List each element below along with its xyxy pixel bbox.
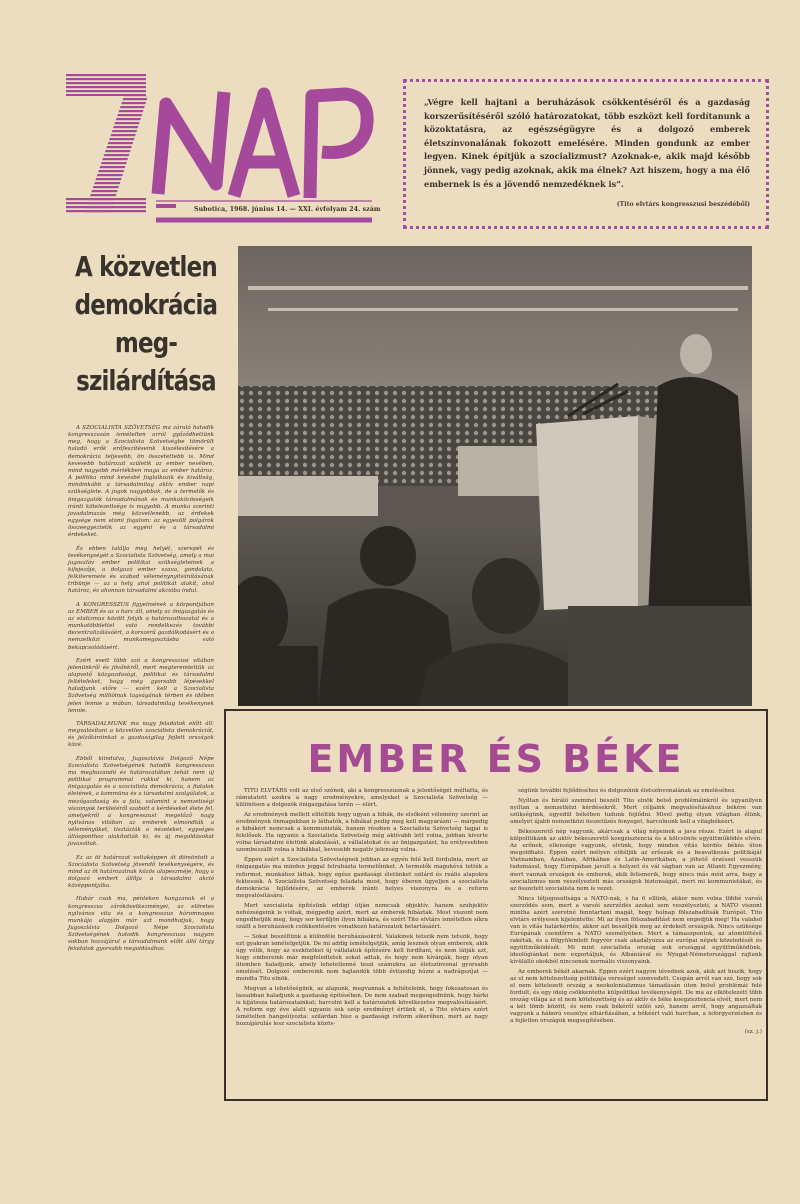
feature-paragraph: Nyíltan és bíráló szemmel beszélt Tito elnök belső problémáinkról és ugyanilyen nyíltan a nemzetközi kérdésekről. Mert céljaink megvalósításához békére van szükségünk, egyedül békében tudunk fejlődni. Mivel pedig olyan világban élünk, amelyet újabb nemzetközi összetűzés fenyeget, harcolnunk kell a világbékéért. xyxy=(510,798,762,826)
left-article xyxy=(68,425,214,960)
feature-signature: (sz. j.) xyxy=(744,1028,762,1035)
feature-paragraph: Nincs létjogosultsága a NATO-nak, s ha 6 ellünk, akkor nem volna többé varsói szerződés sem, mert a varsói szerződés azokat sem veszélyezteti, a NATO viszont mintha azért szeretné fenntartani magát, hogy holnap fölszabadítsák Európát. Tito elvtárs erélyesen kijelentette: Mi az ilyen fölszabadítást nem engedjük meg! Ha valahol van is vitás határkérdés, akkor azt beszéljék meg az érdekelt országok. Nincs szüksége Európának csendőrre a NATO személyében. Mert a támaszpontok, az atomtöltésű rakéták, és a fölgyülemlett fegyver csak akadályozza az európai népek közeledését és együttműködését. Mi mint szocialista ország sok országgal együttműködünk, ideológiánkat nem exportáljuk, és Albániával és Nyugat-Németországgal rajtunk kívülálló okokból nincsenek normális viszonyaink. xyxy=(510,895,762,966)
logo-seven xyxy=(66,74,148,214)
logo-letter-n xyxy=(158,92,224,194)
article-paragraph: TÁRSADALMUNK ma nagy feladatok előtt áll: megvalósítani a közvetlen szocialista demokráciát, és jelzőtáróinkat a gazdaságilag fejlett országok közé. xyxy=(68,720,214,749)
headline-line: A közvetlen xyxy=(75,250,217,283)
quote-box xyxy=(403,79,769,229)
feature-paragraph: — Sokat beszéltünk a különféle beruházásokról. Valakinek tetszik nem tetszik, hogy ezt gyakran ismételgetjük. De mi addig ismételgetjük, amíg lesznek olyan emberek, akik úgy vélik, hogy az eszközöket új vállalatok építésére kell fordítani, és nem látják azt, hogy embereink már megfeledtetek sokat adtak, és hogy nem kívánják, hogy olyan ütemben haladjunk, amely lehetetlenné teszi számukra az életszínvonal gyorsabb emelését. Dolgozó embereink nem hajlandók több évtizedig húzni a nadrágszíjat — mondta Tito elnök. xyxy=(236,933,488,983)
feature-box xyxy=(224,709,768,1101)
issue-line: Subotica, 1968. június 14. — XXI. évfolyam 24. szám xyxy=(194,206,381,213)
feature-paragraph: Az emberek békét akarnak. Éppen ezért nagyon tévednek azok, akik azt hiszik, hogy az el nem kötelezettség politikája vereséget szenvedett. Csupán arról van szó, hogy sok el nem kötelezett ország a neokolonializmus támadásán úton belső problémái felé fordult, és egy ideig csökkentette külpolitikai tevékenységét. De ma az elkötelezett több ország világa az el nem kötelezettség és az aktív és béke koegzisztencia elvét, mert nem a két tömb között, és nem csak békéről szóló szó, hanem arról, hogy angazsáltak vagyunk a háború veszélye elhárításában, a békéért való harcban, a leforgyerzésben és a fejletlen országok megsegítésében. xyxy=(510,969,762,1025)
headline-line: meg- xyxy=(114,326,178,359)
masthead xyxy=(66,74,386,224)
headline xyxy=(66,248,226,400)
article-paragraph: Ebből kiindulva, Jugoszlávia Dolgozó Népe Szocialista Szövetségének hatodik kongresszusa ma meghozandó és határozatában tehát nem új politikai programmal rukkol ki, hanem az önigazgatás és a szocialista demokrácia, a fiatalok életének, a kommüna és a társadalmi szolgálatok, a mezőgazdaság és a falu, valamint a nemzetiségi viszonyok területéről szabott a kérdéseket élete fel, amelyekről a kongresszust megelőző nagy nyilvános vitában az emberek elmondták a véleményüket, tisztázták a nézeteket, egységes állásponthoz alakították ki, és új megoldásokat javasoltak. xyxy=(68,755,214,848)
feature-paragraph: Békeszerető nép vagyunk, akárcsak a világ népeinek a java része. Ezért is alapul külpolitikánk az aktív békeszerető koegzisztencia és a kölcsönös együttműködés elvén. Az erőnek, ellensége vagyunk, elvünk, hogy minden vitás kérdés békés úton megoldható. Éppen ezért mélyen elítéljük az erőszak és a beavatkozás politikáját Vietnamban, Ázsiában, Afrikában és Latin-Amerikában, a jöhető érzéssel vesszük tudomásul, hogy Európában javult a helyzet és vál ságban van az Atlanti Egyezmény, mert vannak országok és emberek, akik felismerik, hogy nincs más mód arra, hogy a szocializmus nem veszélyezteti más országok biztonságát, mert mi kommunistákat, és az összetett szocialista nem is vezet. xyxy=(510,829,762,892)
headline-line: demokrácia xyxy=(74,288,218,321)
masthead-logo xyxy=(66,74,386,224)
feature-paragraph: ségünk további fejlődéséhez és dolgozóink életszínvonalának az emeléséhez. xyxy=(518,788,736,794)
logo-letter-a xyxy=(234,94,294,196)
feature-paragraph: Éppen ezért a Szocialista Szövetségnek jobban az egyén felé kell fordulnia, mert az önigazgatás ma minden joggal felruházta termelőinket. A termelők magukévá tették a reformot, munkához láttak, hogy egész gazdasági életünket szilárd és reális alapokra fektessék. A Szocialista Szövetség feladata most, hogy éberen ügyeljen a szocialista demokrácia fejlődésére, az emberek iránti helyes viszonyra és a reform megvalósítására. xyxy=(236,857,488,899)
feature-title: EMBER ÉS BÉKE xyxy=(307,737,685,781)
headline-line: szilárdítása xyxy=(76,364,216,397)
article-paragraph: Ezért esett több szó a kongresszusi vitában jelenünkről és jövőnkről, mert megteremtettük az alapvető közgazdasági, politikai és társadalmi feltételeket, hogy még gyorsabb lépésekkel haladjunk előre — ezért kell a Szocialista Szövetség millióinak tagságának térben és időben jelen lennie a mában, társadalmilag tevékenynek lennie. xyxy=(68,657,214,714)
quote-attribution: (Tito elvtárs kongresszusi beszédéből) xyxy=(616,201,750,209)
feature-paragraph: TITO ELVTÁRS volt az első szónok, aki a kongresszusnak a jelentőségét méltatta, és rámutatott azokra a nagy eredményekre, amelyeket a Szocialista Szövetség — különösen a dolgozók önigazgatása terén — elért. xyxy=(236,788,488,809)
feature-paragraph: Az eredmények mellett elítéltük hogy ugyan a hibák, de elsőként vélemény szerint az eredmények önmagukban is láthatók, a hibákat pedig meg kell magyarázni — márpedig a hibákért nemcsak a kommunisták, hanem részben a Szocialista Szövetség tagjai is felelősek. Ha ugyanis a Szocialista Szövetség még aktívabb lett volna, jobban kiverte volna társadalmi életünk alakulását, a vállalatokat és az önigazgatást, ha erélyesebben szembeszállt volna a hibákkal, kevesebb negatív jelenség volna. xyxy=(236,812,488,854)
quote-text: „Végre kell hajtani a beruházások csökkentéséről és a gazdaság korszerűsítéséről szóló határozatokat, több eszközt kell fordítanunk a közoktatásra, az egészségügyre és a dolgozó emberek életszínvonalának fokozott emelésére. Minden gondunk az ember legyen. Kinek építjük a szocializmust? Azoknak-e, akik majd később jönnek, vagy pedig azoknak, akik ma élnek? Azt hiszem, hogy a ma élő embernek is és a jövendő nemzedéknek is”. xyxy=(424,97,750,189)
feature-paragraph: Megvan a lehetőségünk, az alapunk, megvannak a feltételeink, hogy fokozatosan és lassabban haladjunk a gazdaság építésében. De nem szabad megengednünk, hogy bárki is kijátssza határozatainkat; barcolni kell a határozatok következetes megvalósításáért. A reform egy éve alatt ugyanis sok szép eredményt értünk el, a Tito elvtárs ezért ismételten hangsúlyozta: szilárdan hisz a gazdasági reform sikerében, mert az nagy hozzájárulás lesz szocialista közös- xyxy=(236,986,488,1028)
feature-column-2 xyxy=(510,788,762,1039)
article-paragraph: A KONGRESSZUS figyelmének a központjában az EMBER és az a harc áll, amely az önigazgatás és az etatizmus között folyik a határozathozatal és a munkatöbblettel való rendelkezés további decentralizálásáért, a korszerű gazdálkodásért és a nemzetközi munkamegosztásba való bekapcsolódásért. xyxy=(68,601,214,651)
article-paragraph: És ebben találja meg helyét, szerepét és tevékenységét a Szocialista Szövetség, amely a mai jugoszláv ember politikai szükségleteinek a kifejezője, a dolgozó ember szava, gondolata, felkiteremete és szabad véleménynyilvánításának tribünje — az a hely, ahol politikát alakít, ahol határoz, és ahonnan társadalmi akcióba indul. xyxy=(68,545,214,595)
feature-paragraph: Mert szocialista építésünk eddigi útján nemcsak objektív, hanem szubjektív nehézségeink is voltak, mégpedig azért, mert az emberek hibáztak. Most viszont nem engedhetjük meg, hogy sor kerüljön ilyen hibákra, és ezért Tito elvtárs ismételten síkra szállt a beruházások csökkentésére vonatkozó határozatok betartásáért. xyxy=(236,902,488,930)
feature-column-1 xyxy=(236,788,488,1032)
article-paragraph: Habár csak ma, pénteken hangzanak el a kongresszus zárókövetkezményei, az elöretes nyilvános vita és a kongresszus háromnapos munkája alapján már azt mondhatjuk, hogy Jugoszlávia Dolgozó Népe Szocialista Szövetségének hatodik kongresszusa nagyon sokban hozzájárul a társadalmunk előtt álló tárgy feladatok gyorsabb megoldásához. xyxy=(68,896,214,953)
article-paragraph: A SZOCIALISTA SZÖVETSÉG ma záruló hatodik kongresszusán ismételten arról győződhettünk meg, hogy a Szocialista Szövetségbe tömörült haladó erők erőfeszítéseink kiszélesítésére a demokrácia teljesebb, ön összetettebb is. Mind kevesebb határozat születik az ember nevében, mind nagyobb mértékben maga az ember határoz. A politika mind kevésbé foglalkozik és kiváltság, mindinkább a társadalmilag aktív ember napi szükséglete. A jogok nagyobbak, de a termelők és önigazgatók társadalmának és munkaközösségeik iránti kötelezettsége is nagyobb. A munka szerinti javadalmazás még közvetlenebb, az érdekek egysége nem stomi fogalom: az egyesült polgárok összeegyeztetik az egyéni és a társadalmi érdekeket. xyxy=(68,425,214,539)
logo-letter-p xyxy=(310,94,367,198)
congress-photo xyxy=(238,246,752,706)
article-paragraph: Ez az öt határozat voltaképpen át dömöntott a Szocialista Szövetség jövendő tevékenységére, és mind az öt határozatnak közös alapeszméje, hogy a dolgozó embert állítja a társadalmi akció középpontjába. xyxy=(68,854,214,890)
